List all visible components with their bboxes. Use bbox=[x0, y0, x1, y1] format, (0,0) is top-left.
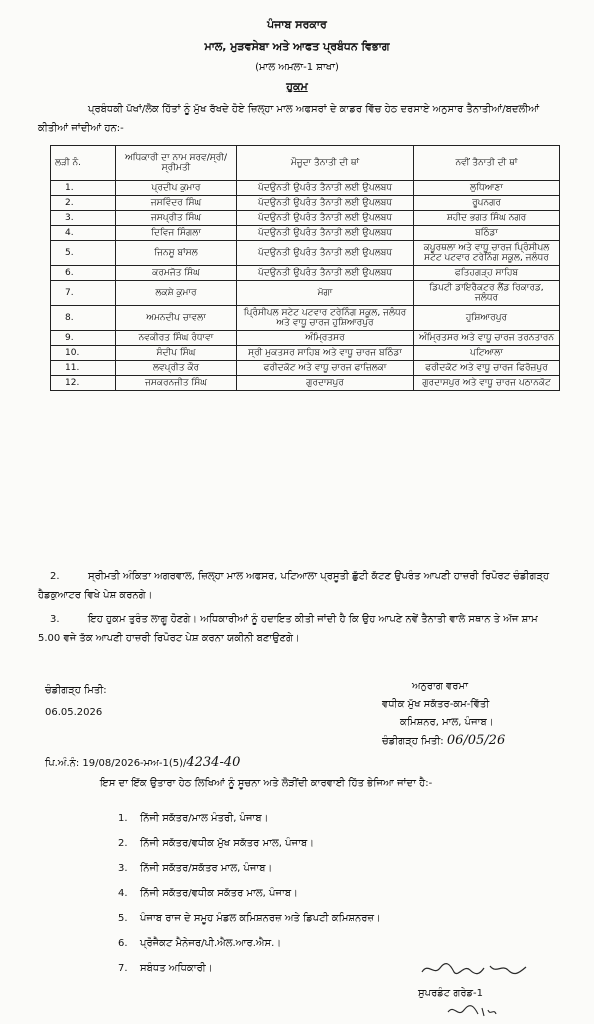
copy-item-text: ਪ੍ਰੋਜੈਕਟ ਮੈਨੇਜਰ/ਪੀ.ਐਲ.ਆਰ.ਐਸ.। bbox=[140, 938, 282, 949]
row-officer-name: ਜਸਕਰਨਜੀਤ ਸਿੰਘ bbox=[116, 376, 237, 391]
paragraph-number: 3. bbox=[50, 614, 60, 625]
row-serial: 7. bbox=[51, 281, 116, 306]
signatory2-designation: ਸੁਪਰਡੰਟ ਗਰੇਡ-1 bbox=[418, 988, 484, 999]
copy-list-item bbox=[118, 906, 381, 931]
table-row bbox=[51, 306, 560, 331]
order-heading: ਹੁਕਮ bbox=[286, 80, 308, 93]
second-signature-block bbox=[418, 958, 538, 1026]
table-header-row bbox=[51, 146, 560, 181]
row-current-posting: ਅੰਮ੍ਰਿਤਸਰ bbox=[237, 331, 414, 346]
government-name: ਪੰਜਾਬ ਸਰਕਾਰ bbox=[267, 18, 327, 31]
copy-list-item bbox=[118, 881, 381, 906]
signatory-name: ਅਨੁਰਾਗ ਵਰਮਾ bbox=[412, 681, 468, 692]
copy-item-text: ਸਬੰਧਤ ਅਧਿਕਾਰੀ। bbox=[140, 963, 213, 974]
copy-item-text: ਨਿੱਜੀ ਸਕੱਤਰ/ਵਧੀਕ ਸਕੱਤਰ ਮਾਲ, ਪੰਜਾਬ। bbox=[140, 888, 298, 899]
paragraph-3 bbox=[38, 610, 558, 648]
row-new-posting: ਗੁਰਦਾਸਪੁਰ ਅਤੇ ਵਾਧੂ ਚਾਰਜ ਪਠਾਨਕੋਟ bbox=[414, 376, 560, 391]
row-officer-name: ਜਿਨਸੂ ਬਾਂਸਲ bbox=[116, 241, 237, 266]
row-new-posting: ਰੂਪਨਗਰ bbox=[414, 196, 560, 211]
signatory-date: 06/05/26 bbox=[446, 733, 506, 748]
endorsement-number bbox=[45, 755, 240, 770]
handwritten-initials bbox=[418, 1002, 498, 1020]
copy-item-text: ਪੰਜਾਬ ਰਾਜ ਦੇ ਸਮੂਹ ਮੰਡਲ ਕਮਿਸ਼ਨਰਜ਼ ਅਤੇ ਡਿਪਟੀ ਕਮਿਸ਼ਨਰਜ਼। bbox=[140, 913, 381, 924]
row-officer-name: ਲਕਸ਼ੇ ਕੁਮਾਰ bbox=[116, 281, 237, 306]
row-serial: 8. bbox=[51, 306, 116, 331]
row-new-posting: ਬਠਿੰਡਾ bbox=[414, 226, 560, 241]
signatory-designation: ਵਧੀਕ ਮੁੱਖ ਸਕੱਤਰ-ਕਮ-ਵਿੱਤੀ bbox=[382, 699, 490, 710]
paragraph-number: 2. bbox=[50, 571, 60, 582]
row-current-posting: ਪੱਦਉਨਤੀ ਉਪਰੰਤ ਤੈਨਾਤੀ ਲਈ ਉਪਲਬਧ bbox=[237, 266, 414, 281]
table-row bbox=[51, 226, 560, 241]
copy-item-text: ਨਿੱਜੀ ਸਕੱਤਰ/ਮਾਲ ਮੰਤਰੀ, ਪੰਜਾਬ। bbox=[140, 813, 269, 824]
table-row bbox=[51, 361, 560, 376]
copy-item-number: 5. bbox=[118, 913, 128, 924]
row-officer-name: ਅਮਨਦੀਪ ਚਾਵਲਾ bbox=[116, 306, 237, 331]
row-current-posting: ਫਰੀਦਕੋਟ ਅਤੇ ਵਾਧੂ ਚਾਰਜ ਫਾਜ਼ਿਲਕਾ bbox=[237, 361, 414, 376]
row-new-posting: ਸ਼ਹੀਦ ਭਗਤ ਸਿੰਘ ਨਗਰ bbox=[414, 211, 560, 226]
copy-list-item bbox=[118, 831, 381, 856]
row-officer-name: ਜਸਪ੍ਰੀਤ ਸਿੰਘ bbox=[116, 211, 237, 226]
signatory-date-line bbox=[382, 732, 505, 751]
row-officer-name: ਕਰਮਜੋਤ ਸਿੰਘ bbox=[116, 266, 237, 281]
signatory-date-label: ਚੰਡੀਗੜ੍ਹ ਮਿਤੀ: bbox=[382, 736, 444, 747]
row-current-posting: ਪੱਦਉਨਤੀ ਉਪਰੰਤ ਤੈਨਾਤੀ ਲਈ ਉਪਲਬਧ bbox=[237, 196, 414, 211]
copy-item-number: 7. bbox=[118, 963, 128, 974]
table-row bbox=[51, 346, 560, 361]
copy-list-item bbox=[118, 956, 381, 981]
copy-list-item bbox=[118, 931, 381, 956]
copy-item-text: ਨਿੱਜੀ ਸਕੱਤਰ/ਵਧੀਕ ਮੁੱਖ ਸਕੱਤਰ ਮਾਲ, ਪੰਜਾਬ। bbox=[140, 838, 314, 849]
header-new: ਨਵੀਂ ਤੈਨਾਤੀ ਦੀ ਥਾਂ bbox=[414, 146, 560, 181]
department-name: ਮਾਲ, ਮੁੜਵਸੇਬਾ ਅਤੇ ਆਫਤ ਪ੍ਰਬੰਧਨ ਵਿਭਾਗ bbox=[204, 40, 390, 53]
row-officer-name: ਪ੍ਰਦੀਪ ਕੁਮਾਰ bbox=[116, 181, 237, 196]
row-current-posting: ਪੱਦਉਨਤੀ ਉਪਰੰਤ ਤੈਨਾਤੀ ਲਈ ਉਪਲਬਧ bbox=[237, 211, 414, 226]
row-serial: 11. bbox=[51, 361, 116, 376]
copy-item-number: 4. bbox=[118, 888, 128, 899]
row-current-posting: ਪੱਦਉਨਤੀ ਉਪਰੰਤ ਤੈਨਾਤੀ ਲਈ ਉਪਲਬਧ bbox=[237, 181, 414, 196]
header-current: ਮੌਜੂਦਾ ਤੈਨਾਤੀ ਦੀ ਥਾਂ bbox=[237, 146, 414, 181]
copy-item-number: 3. bbox=[118, 863, 128, 874]
row-new-posting: ਲੁਧਿਆਣਾ bbox=[414, 181, 560, 196]
signature-block bbox=[382, 678, 505, 751]
row-serial: 9. bbox=[51, 331, 116, 346]
table-row bbox=[51, 266, 560, 281]
table-row bbox=[51, 331, 560, 346]
row-new-posting: ਕਪੂਰਥਲਾ ਅਤੇ ਵਾਧੂ ਚਾਰਜ ਪ੍ਰਿੰਸੀਪਲ ਸਟੇਟ ਪਟਵਾਰ ਟਰੇਨਿੰਗ ਸਕੂਲ, ਜਲੰਧਰ bbox=[414, 241, 560, 266]
table-row bbox=[51, 196, 560, 211]
row-serial: 6. bbox=[51, 266, 116, 281]
table-row bbox=[51, 211, 560, 226]
row-new-posting: ਪਟਿਆਲਾ bbox=[414, 346, 560, 361]
row-current-posting: ਸ੍ਰੀ ਮੁਕਤਸਰ ਸਾਹਿਬ ਅਤੇ ਵਾਧੂ ਚਾਰਜ ਬਠਿੰਡਾ bbox=[237, 346, 414, 361]
table-row bbox=[51, 181, 560, 196]
row-new-posting: ਫਤਿਹਗੜ੍ਹ ਸਾਹਿਬ bbox=[414, 266, 560, 281]
row-current-posting: ਪ੍ਰਿੰਸੀਪਲ ਸਟੇਟ ਪਟਵਾਰ ਟਰੇਨਿੰਗ ਸਕੂਲ, ਜਲੰਧਰ ਅਤੇ ਵਾਧੂ ਚਾਰਜ ਹੁਸ਼ਿਆਰਪੁਰ bbox=[237, 306, 414, 331]
table-row bbox=[51, 241, 560, 266]
copy-item-number: 1. bbox=[118, 813, 128, 824]
table-row bbox=[51, 281, 560, 306]
copy-item-text: ਨਿੱਜੀ ਸਕੱਤਰ/ਸਕੱਤਰ ਮਾਲ, ਪੰਜਾਬ। bbox=[140, 863, 273, 874]
order-date: 06.05.2026 bbox=[45, 707, 103, 718]
row-serial: 10. bbox=[51, 346, 116, 361]
copy-item-number: 6. bbox=[118, 938, 128, 949]
copy-item-number: 2. bbox=[118, 838, 128, 849]
endorsement-handwritten: 4234-40 bbox=[186, 755, 241, 770]
row-serial: 3. bbox=[51, 211, 116, 226]
header-sn: ਲੜੀ ਨੰ. bbox=[51, 146, 116, 181]
copy-intro: ਇਸ ਦਾ ਇੱਕ ਉਤਾਰਾ ਹੇਠ ਲਿਖਿਆਂ ਨੂੰ ਸੂਚਨਾ ਅਤੇ ਲੋੜੀਂਦੀ ਕਾਰਵਾਈ ਹਿੱਤ ਭੇਜਿਆ ਜਾਂਦਾ ਹੈ:- bbox=[100, 778, 433, 789]
handwritten-signature bbox=[418, 958, 538, 980]
row-new-posting: ਡਿਪਟੀ ਡਾਇਰੈਕਟਰ ਲੈਂਡ ਰਿਕਾਰਡ, ਜਲੰਧਰ bbox=[414, 281, 560, 306]
row-serial: 12. bbox=[51, 376, 116, 391]
row-current-posting: ਪੱਦਉਨਤੀ ਉਪਰੰਤ ਤੈਨਾਤੀ ਲਈ ਉਪਲਬਧ bbox=[237, 241, 414, 266]
paragraph-2 bbox=[38, 567, 558, 605]
intro-paragraph: ਪ੍ਰਬੰਧਕੀ ਪੱਖਾਂ/ਲੋਕ ਹਿੱਤਾਂ ਨੂੰ ਮੁੱਖ ਰੱਖਦੇ ਹੋਏ ਜ਼ਿਲ੍ਹਾ ਮਾਲ ਅਫਸਰਾਂ ਦੇ ਕਾਡਰ ਵਿੱਚ ਹੇਠ ਦਰਸਾਏ ਅਨੁਸਾਰ ਤੈਨਾਤੀਆਂ/ਬਦਲੀਆਂ ਕੀਤੀਆਂ ਜਾਂਦੀਆਂ ਹਨ:- bbox=[38, 104, 540, 134]
row-officer-name: ਦਿਵਿਜ ਸਿੰਗਲਾ bbox=[116, 226, 237, 241]
copy-list-item bbox=[118, 856, 381, 881]
row-serial: 5. bbox=[51, 241, 116, 266]
row-current-posting: ਪੱਦਉਨਤੀ ਉਪਰੰਤ ਤੈਨਾਤੀ ਲਈ ਉਪਲਬਧ bbox=[237, 226, 414, 241]
branch-name: (ਮਾਲ ਅਮਲਾ-1 ਸ਼ਾਖਾ) bbox=[255, 62, 339, 73]
place-date-block bbox=[45, 680, 107, 724]
copy-list bbox=[118, 806, 381, 981]
row-new-posting: ਫਰੀਦਕੋਟ ਅਤੇ ਵਾਧੂ ਚਾਰਜ ਫਿਰੋਜ਼ਪੁਰ bbox=[414, 361, 560, 376]
row-officer-name: ਸੰਦੀਪ ਸਿੰਘ bbox=[116, 346, 237, 361]
row-serial: 4. bbox=[51, 226, 116, 241]
row-serial: 1. bbox=[51, 181, 116, 196]
row-new-posting: ਅੰਮ੍ਰਿਤਸਰ ਅਤੇ ਵਾਧੂ ਚਾਰਜ ਤਰਨਤਾਰਨ bbox=[414, 331, 560, 346]
row-current-posting: ਮੋਗਾ bbox=[237, 281, 414, 306]
paragraph-text: ਸ੍ਰੀਮਤੀ ਅੰਕਿਤਾ ਅਗਰਵਾਲ, ਜ਼ਿਲ੍ਹਾ ਮਾਲ ਅਫਸਰ, ਪਟਿਆਲਾ ਪ੍ਰਸੂਤੀ ਛੁੱਟੀ ਕੱਟਣ ਉਪਰੰਤ ਆਪਣੀ ਹਾਜ਼ਰੀ ਰਿਪੋਰਟ ਚੰਡੀਗੜ੍ਹ ਹੈਡਕੁਆਟਰ ਵਿਖੇ ਪੇਸ਼ ਕਰਨਗੇ। bbox=[38, 571, 550, 601]
row-officer-name: ਜਸਵਿੰਦਰ ਸਿੰਘ bbox=[116, 196, 237, 211]
row-new-posting: ਹੁਸ਼ਿਆਰਪੁਰ bbox=[414, 306, 560, 331]
row-serial: 2. bbox=[51, 196, 116, 211]
row-current-posting: ਗੁਰਦਾਸਪੁਰ bbox=[237, 376, 414, 391]
place-label: ਚੰਡੀਗੜ੍ਹ ਮਿਤੀ: bbox=[45, 685, 107, 696]
endorsement-label: ਪਿ.ਅੰ.ਨੰ: 19/08/2026-ਮਅ-1(5)/ bbox=[45, 758, 187, 769]
posting-table bbox=[50, 145, 560, 391]
row-officer-name: ਨਵਕੀਰਤ ਸਿੰਘ ਰੰਧਾਵਾ bbox=[116, 331, 237, 346]
header-name: ਅਧਿਕਾਰੀ ਦਾ ਨਾਮ ਸਰਵ/ਸ੍ਰੀ/ਸ੍ਰੀਮਤੀ bbox=[116, 146, 237, 181]
table-row bbox=[51, 376, 560, 391]
signatory-designation-2: ਕਮਿਸ਼ਨਰ, ਮਾਲ, ਪੰਜਾਬ। bbox=[400, 717, 494, 728]
paragraph-text: ਇਹ ਹੁਕਮ ਤੁਰੰਤ ਲਾਗੂ ਹੋਣਗੇ। ਅਧਿਕਾਰੀਆਂ ਨੂੰ ਹਦਾਇਤ ਕੀਤੀ ਜਾਂਦੀ ਹੈ ਕਿ ਉਹ ਆਪਣੇ ਨਵੇਂ ਤੈਨਾਤੀ ਵਾਲੇ ਸਥਾਨ ਤੇ ਅੱਜ ਸ਼ਾਮ 5.00 ਵਜੇ ਤੱਕ ਆਪਣੀ ਹਾਜ਼ਰੀ ਰਿਪੋਰਟ ਪੇਸ਼ ਕਰਨਾ ਯਕੀਨੀ ਬਣਾਉਣਗੇ। bbox=[38, 614, 538, 644]
row-officer-name: ਲਵਪ੍ਰੀਤ ਕੌਰ bbox=[116, 361, 237, 376]
copy-list-item bbox=[118, 806, 381, 831]
